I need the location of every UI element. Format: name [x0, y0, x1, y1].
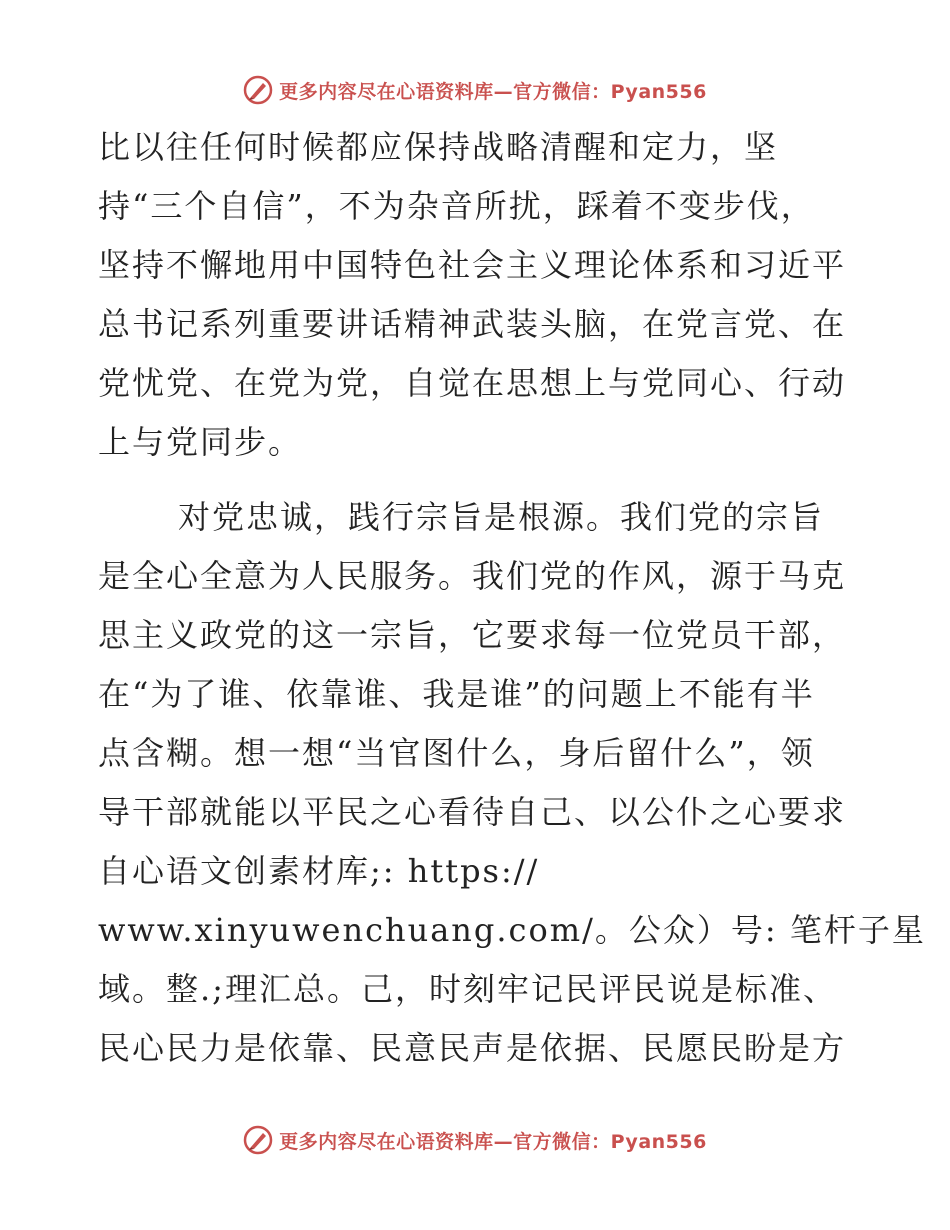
text-line: 在“为了谁、依靠谁、我是谁”的问题上不能有半 — [98, 675, 815, 713]
text-line: 域。整.;理汇总。己，时刻牢记民评民说是标准、 — [98, 970, 837, 1008]
pen-logo-icon — [243, 1125, 273, 1155]
text-line: 党忧党、在党为党，自觉在思想上与党同心、行动 — [98, 364, 847, 402]
text-line: 坚持不懈地用中国特色社会主义理论体系和习近平 — [98, 246, 847, 284]
text-line: 导干部就能以平民之心看待自己、以公仆之心要求 — [98, 793, 847, 831]
pen-logo-icon — [243, 75, 273, 105]
header-watermark — [0, 70, 950, 110]
paragraph-1 — [98, 118, 858, 472]
text-line: 总书记系列重要讲话精神武装头脑，在党言党、在 — [98, 305, 847, 343]
text-line: 是全心全意为人民服务。我们党的作风，源于马克 — [98, 557, 847, 595]
text-line: 民心民力是依靠、民意民声是依据、民愿民盼是方 — [98, 1029, 847, 1067]
header-watermark-text: 更多内容尽在心语资料库—官方微信：Pyan556 — [279, 80, 707, 103]
paragraph-2 — [98, 488, 926, 1078]
footer-watermark-text: 更多内容尽在心语资料库—官方微信：Pyan556 — [279, 1130, 707, 1153]
text-line: 上与党同步。 — [98, 423, 303, 461]
text-line: 点含糊。想一想“当官图什么，身后留什么”，领 — [98, 734, 815, 772]
text-line: 持“三个自信”，不为杂音所扰，踩着不变步伐， — [98, 187, 815, 225]
text-line: 自心语文创素材库;: https:// — [98, 852, 540, 890]
document-body — [98, 118, 926, 1078]
footer-watermark — [0, 1120, 950, 1160]
text-line: 思主义政党的这一宗旨，它要求每一位党员干部， — [98, 616, 847, 654]
text-line: www.xinyuwenchuang.com/。公众）号: 笔杆子星 — [98, 911, 926, 949]
text-line: 比以往任何时候都应保持战略清醒和定力，坚 — [98, 128, 779, 166]
text-line: 对党忠诚，践行宗旨是根源。我们党的宗旨 — [178, 498, 825, 536]
